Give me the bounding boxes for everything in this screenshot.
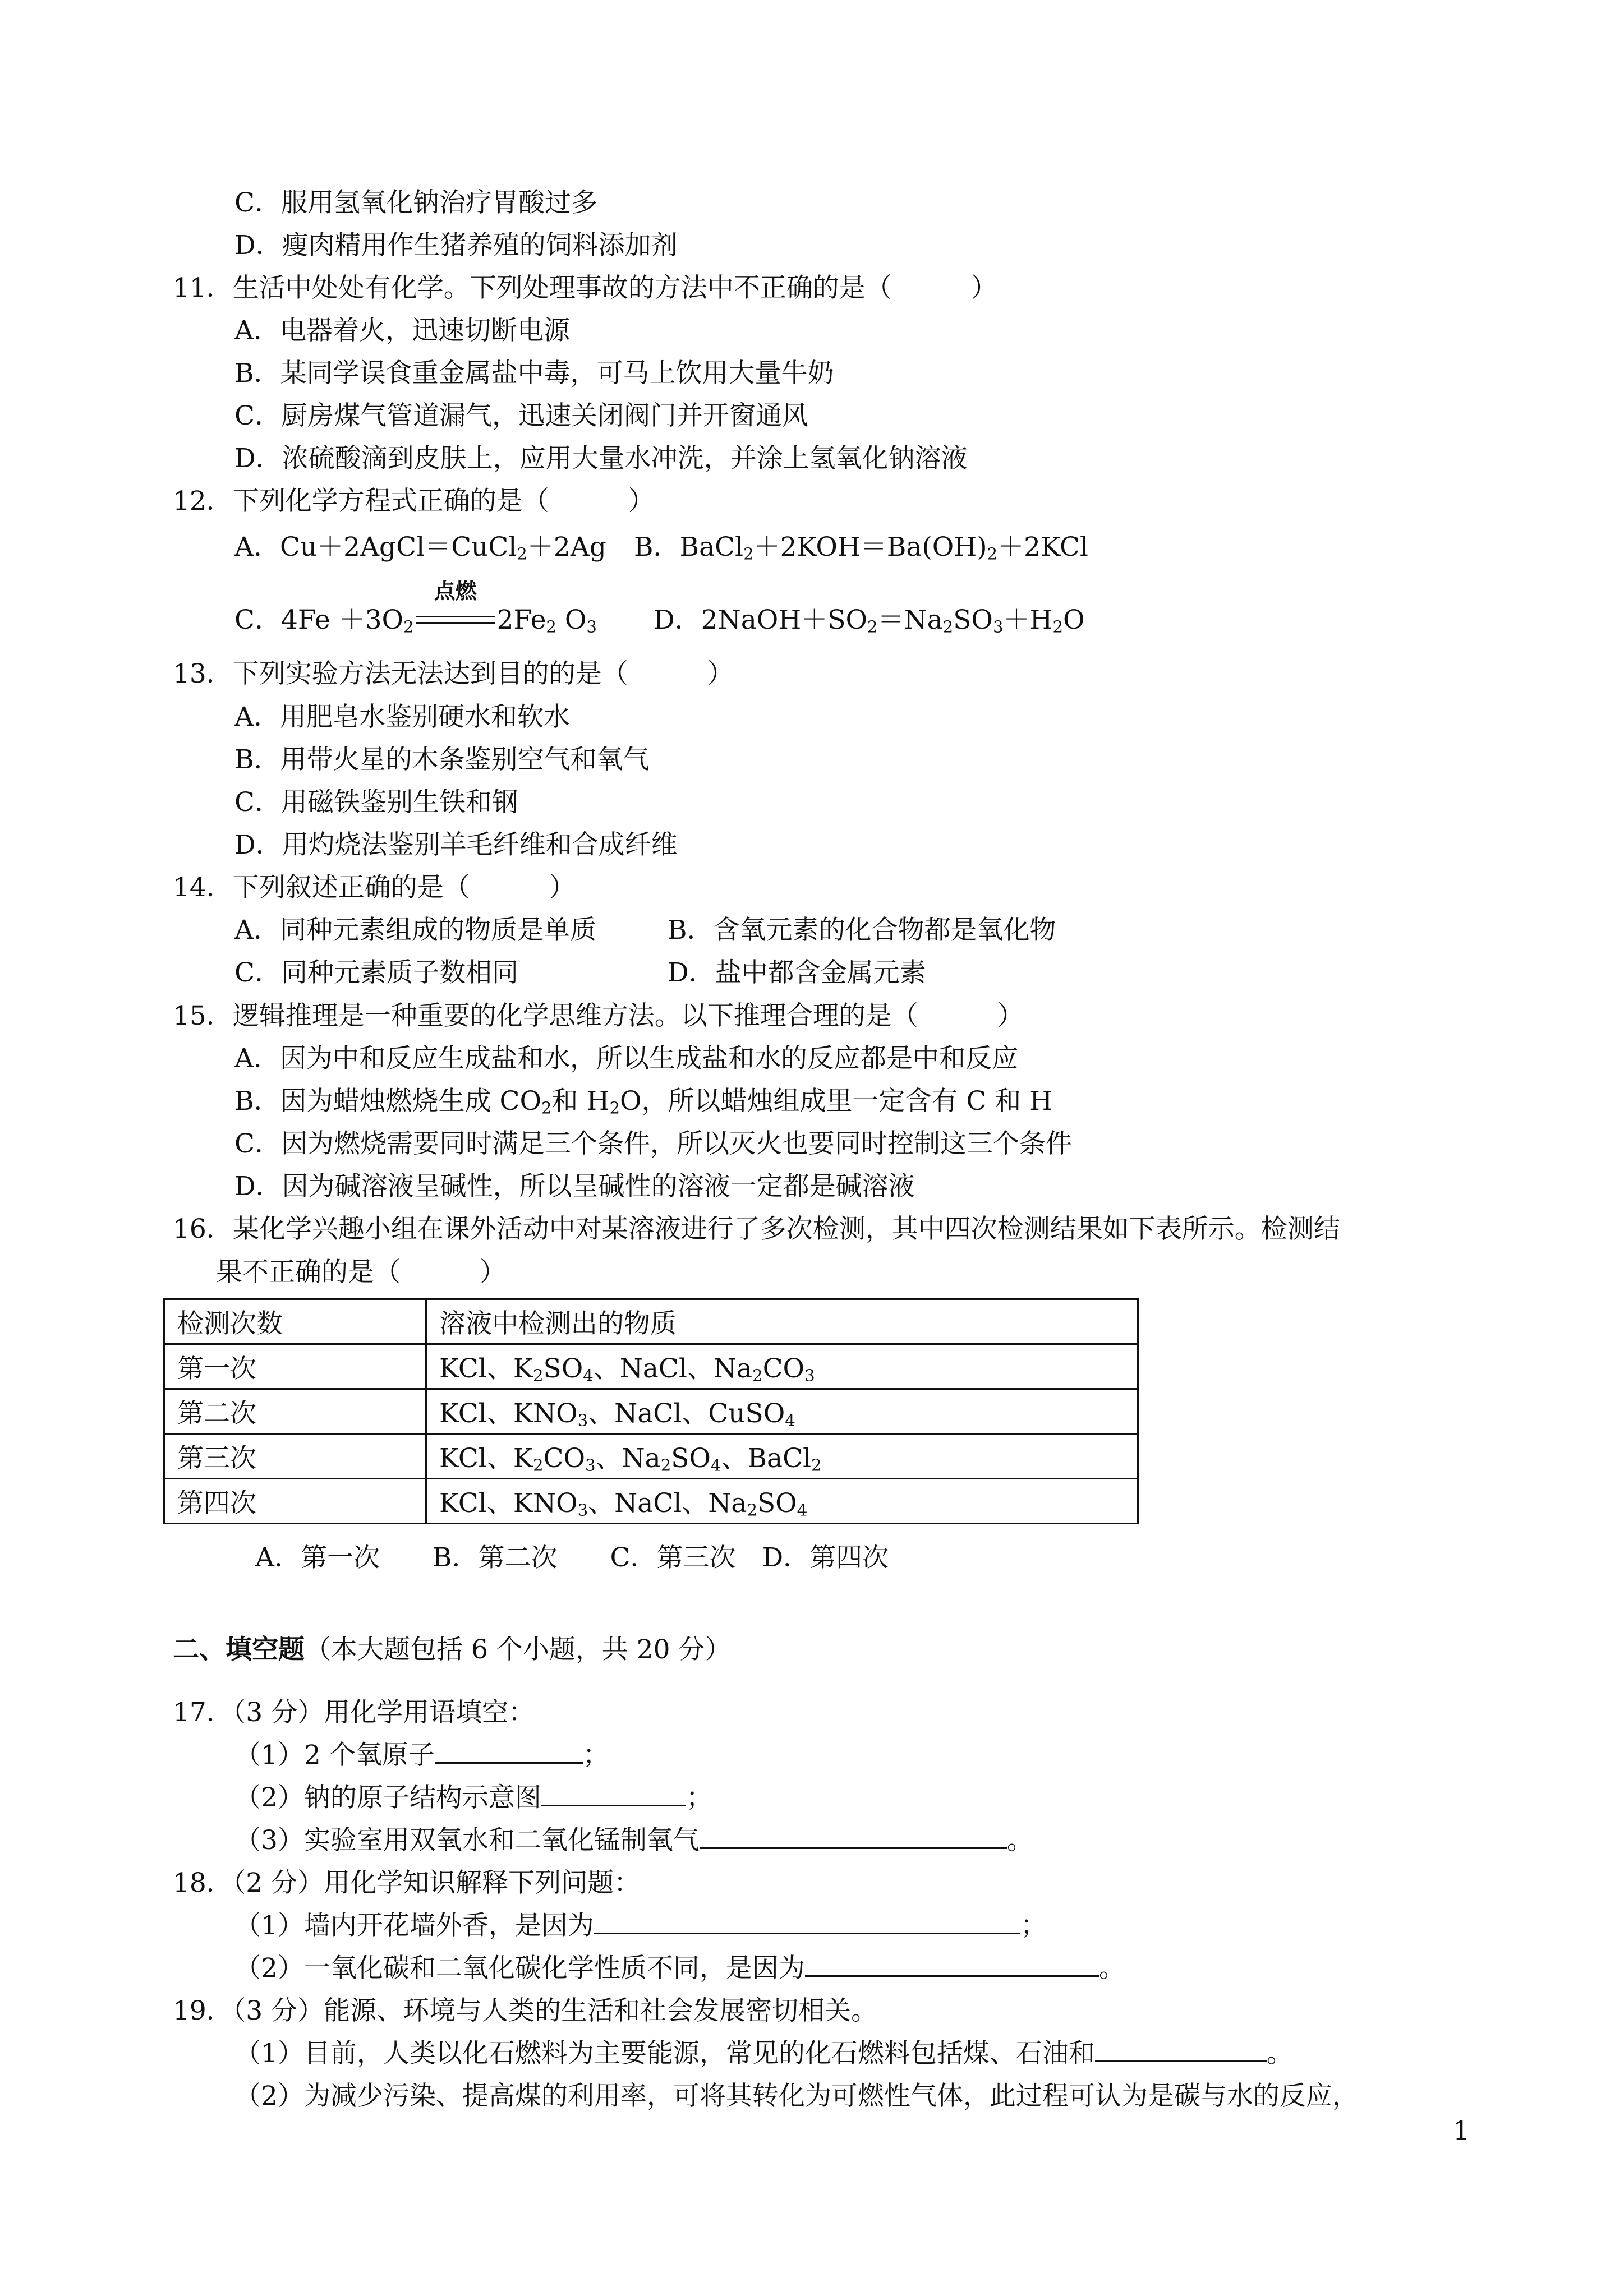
subscript: 2: [609, 1098, 620, 1118]
subscript: 4: [710, 1455, 721, 1475]
formula-text: KCl、KNO: [439, 1398, 578, 1429]
answer-blank[interactable]: [435, 1740, 583, 1764]
q13-option-c: C．用磁铁鉴别生铁和钢: [234, 787, 518, 818]
q15-b-text: B．因为蜡烛燃烧生成 CO: [234, 1086, 541, 1117]
q18-part2-text: （2）一氧化碳和二氧化碳化学性质不同，是因为: [234, 1953, 805, 1984]
q15-option-a: A．因为中和反应生成盐和水，所以生成盐和水的反应都是中和反应: [234, 1043, 1018, 1074]
q12-c-text: C．4Fe ＋3O: [234, 605, 404, 635]
subscript: 3: [992, 617, 1004, 637]
subscript: 2: [1052, 617, 1063, 637]
formula-text: SO: [757, 1488, 797, 1519]
q17-part3: [234, 1824, 1033, 1857]
subscript: 2: [660, 1455, 671, 1475]
formula-text: 、Na: [595, 1443, 661, 1474]
q13-option-a: A．用肥皂水鉴别硬水和软水: [234, 702, 570, 732]
q14-option-d: D．盐中都含金属元素: [668, 957, 926, 988]
subscript: 2: [541, 1098, 552, 1118]
section-heading: [173, 1633, 731, 1667]
q17-stem: 17．（3 分）用化学用语填空：: [173, 1697, 535, 1728]
reaction-condition-arrow: [414, 578, 497, 637]
q11-option-a: A．电器着火，迅速切断电源: [234, 315, 570, 346]
answer-blank[interactable]: [700, 1825, 1007, 1849]
q15-option-c: C．因为燃烧需要同时满足三个条件，所以灭火也要同时控制这三个条件: [234, 1128, 1072, 1159]
q13-option-b: B．用带火星的木条鉴别空气和氧气: [234, 744, 650, 775]
answer-blank[interactable]: [594, 1910, 1020, 1934]
table-header-row: [164, 1299, 1138, 1344]
q12-option-a: [234, 531, 606, 564]
q12-d-text: D．2NaOH＋SO: [654, 605, 867, 635]
q19-part2: （2）为减少污染、提高煤的利用率，可将其转化为可燃性气体，此过程可认为是碳与水的反应，: [234, 2081, 1359, 2111]
table-cell-substances: [426, 1479, 1138, 1524]
q11-option-c: C．厨房煤气管道漏气，迅速关闭阀门并开窗通风: [234, 400, 808, 431]
table-cell-label: 第四次: [164, 1479, 426, 1524]
table-row: [164, 1479, 1138, 1524]
detection-results-table: [163, 1298, 1139, 1524]
q12-b-text: ＋2KOH＝Ba(OH): [753, 532, 987, 563]
table-row: [164, 1389, 1138, 1434]
formula-text: 、NaCl、CuSO: [588, 1398, 785, 1429]
punctuation: ；: [1020, 1910, 1047, 1941]
subscript: 3: [804, 1366, 815, 1385]
table-cell-substances: [426, 1344, 1138, 1389]
section-title: 二、填空题: [173, 1634, 305, 1665]
table-row: [164, 1344, 1138, 1389]
q17-part2: [234, 1781, 712, 1815]
punctuation: 。: [1098, 1953, 1125, 1984]
subscript: 3: [586, 617, 597, 637]
table-cell-label: 第三次: [164, 1434, 426, 1479]
q19-stem: 19．（3 分）能源、环境与人类的生活和社会发展密切相关。: [173, 1995, 878, 2026]
q12-d-text: ＝Na: [877, 605, 943, 635]
formula-text: CO: [543, 1443, 585, 1474]
subscript: 3: [585, 1455, 596, 1475]
q14-option-a: A．同种元素组成的物质是单质: [234, 915, 596, 946]
double-line-icon: [416, 616, 495, 624]
subscript: 4: [583, 1366, 594, 1385]
formula-text: CO: [762, 1353, 805, 1384]
table-row: [164, 1434, 1138, 1479]
formula-text: 、NaCl、Na: [593, 1353, 753, 1384]
q12-c-text: O: [556, 605, 587, 635]
q15-b-text: O，所以蜡烛组成里一定含有 C 和 H: [619, 1086, 1053, 1117]
formula-text: KCl、K: [439, 1353, 533, 1384]
subscript: 3: [577, 1500, 588, 1520]
subscript: 2: [752, 1366, 763, 1385]
subscript: 2: [942, 617, 954, 637]
q10-option-d: D．瘦肉精用作生猪养殖的饲料添加剂: [234, 230, 678, 261]
q14-stem: 14．下列叙述正确的是（ ）: [173, 872, 576, 903]
formula-text: SO: [543, 1353, 583, 1384]
q18-part2: [234, 1952, 1125, 1985]
q17-part1-text: （1）2 个氧原子: [234, 1740, 435, 1771]
table-cell-substances: [426, 1434, 1138, 1479]
q13-stem: 13．下列实验方法无法达到目的的是（ ）: [173, 658, 734, 689]
formula-text: 、NaCl、Na: [588, 1488, 747, 1519]
subscript: 2: [747, 1500, 757, 1520]
q12-d-text: SO: [953, 605, 993, 635]
table-cell-substances: [426, 1389, 1138, 1434]
punctuation: 。: [1006, 1825, 1033, 1856]
q17-part3-text: （3）实验室用双氧水和二氧化锰制氧气: [234, 1825, 700, 1856]
q18-part1: [234, 1909, 1047, 1943]
q14-option-b: B．含氧元素的化合物都是氧化物: [668, 915, 1056, 946]
q11-option-b: B．某同学误食重金属盐中毒，可马上饮用大量牛奶: [234, 358, 834, 389]
subscript: 2: [532, 1366, 544, 1385]
q19-part1-text: （1）目前，人类以化石燃料为主要能源，常见的化石燃料包括煤、石油和: [234, 2038, 1095, 2069]
formula-text: 、BaCl: [721, 1443, 812, 1474]
q12-stem: 12．下列化学方程式正确的是（ ）: [173, 486, 655, 517]
q12-option-c: [234, 578, 597, 637]
subscript: 2: [743, 544, 754, 564]
subscript: 2: [546, 617, 556, 637]
subscript: 2: [811, 1455, 822, 1475]
q12-b-text: B．BaCl: [634, 532, 744, 563]
subscript: 2: [403, 617, 414, 637]
q18-stem: 18．（2 分）用化学知识解释下列问题：: [173, 1868, 641, 1898]
q13-option-d: D．用灼烧法鉴别羊毛纤维和合成纤维: [234, 829, 678, 860]
answer-blank[interactable]: [805, 1953, 1099, 1977]
subscript: 3: [577, 1410, 588, 1430]
subscript: 2: [987, 544, 998, 564]
q12-c-text: 2Fe: [496, 605, 546, 635]
formula-text: SO: [671, 1443, 711, 1474]
table-header-cell: 溶液中检测出的物质: [426, 1299, 1138, 1344]
subscript: 4: [785, 1410, 795, 1430]
q12-option-d: [654, 603, 1085, 637]
q19-part1: [234, 2037, 1293, 2071]
subscript: 2: [867, 617, 878, 637]
q15-b-text: 和 H: [551, 1086, 610, 1117]
q10-option-c: C．服用氢氧化钠治疗胃酸过多: [234, 187, 597, 218]
q12-option-b: [634, 531, 1088, 564]
formula-text: KCl、KNO: [439, 1488, 578, 1519]
q18-part1-text: （1）墙内开花墙外香，是因为: [234, 1910, 594, 1941]
section-note: （本大题包括 6 个小题，共 20 分）: [305, 1634, 732, 1665]
q17-part2-text: （2）钠的原子结构示意图: [234, 1782, 541, 1813]
q15-stem: 15．逻辑推理是一种重要的化学思维方法。以下推理合理的是（ ）: [173, 1001, 1024, 1031]
answer-blank[interactable]: [1095, 2038, 1267, 2062]
formula-text: KCl、K: [439, 1443, 533, 1474]
q16-options: A．第一次 B．第二次 C．第三次 D．第四次: [255, 1542, 889, 1573]
table-header-cell: 检测次数: [164, 1299, 426, 1344]
q16-stem-line2: 果不正确的是（ ）: [216, 1257, 506, 1288]
q16-stem-line1: 16．某化学兴趣小组在课外活动中对某溶液进行了多次检测，其中四次检测结果如下表所示。检测结: [173, 1214, 1340, 1244]
punctuation: ；: [582, 1740, 609, 1771]
q12-a-text: ＋2Ag: [527, 532, 606, 563]
reaction-condition-label: 点燃: [434, 578, 477, 603]
punctuation: ；: [686, 1782, 712, 1813]
punctuation: 。: [1266, 2038, 1293, 2069]
q12-d-text: O: [1063, 605, 1085, 635]
q17-part1: [234, 1739, 609, 1772]
q15-option-d: D．因为碱溶液呈碱性，所以呈碱性的溶液一定都是碱溶液: [234, 1171, 915, 1202]
q12-a-text: A．Cu＋2AgCl＝CuCl: [234, 532, 517, 563]
subscript: 2: [517, 544, 527, 564]
q12-d-text: ＋H: [1003, 605, 1053, 635]
q14-option-c: C．同种元素质子数相同: [234, 957, 518, 988]
subscript: 2: [532, 1455, 544, 1475]
q11-stem: 11．生活中处处有化学。下列处理事故的方法中不正确的是（ ）: [173, 273, 997, 303]
table-cell-label: 第二次: [164, 1389, 426, 1434]
q15-option-b: [234, 1085, 1052, 1118]
page-number: 1: [1453, 2115, 1470, 2146]
q11-option-d: D．浓硫酸滴到皮肤上，应用大量水冲洗，并涂上氢氧化钠溶液: [234, 443, 968, 474]
subscript: 4: [797, 1500, 808, 1520]
table-cell-label: 第一次: [164, 1344, 426, 1389]
answer-blank[interactable]: [541, 1782, 686, 1806]
q12-b-text: ＋2KCl: [997, 532, 1088, 563]
